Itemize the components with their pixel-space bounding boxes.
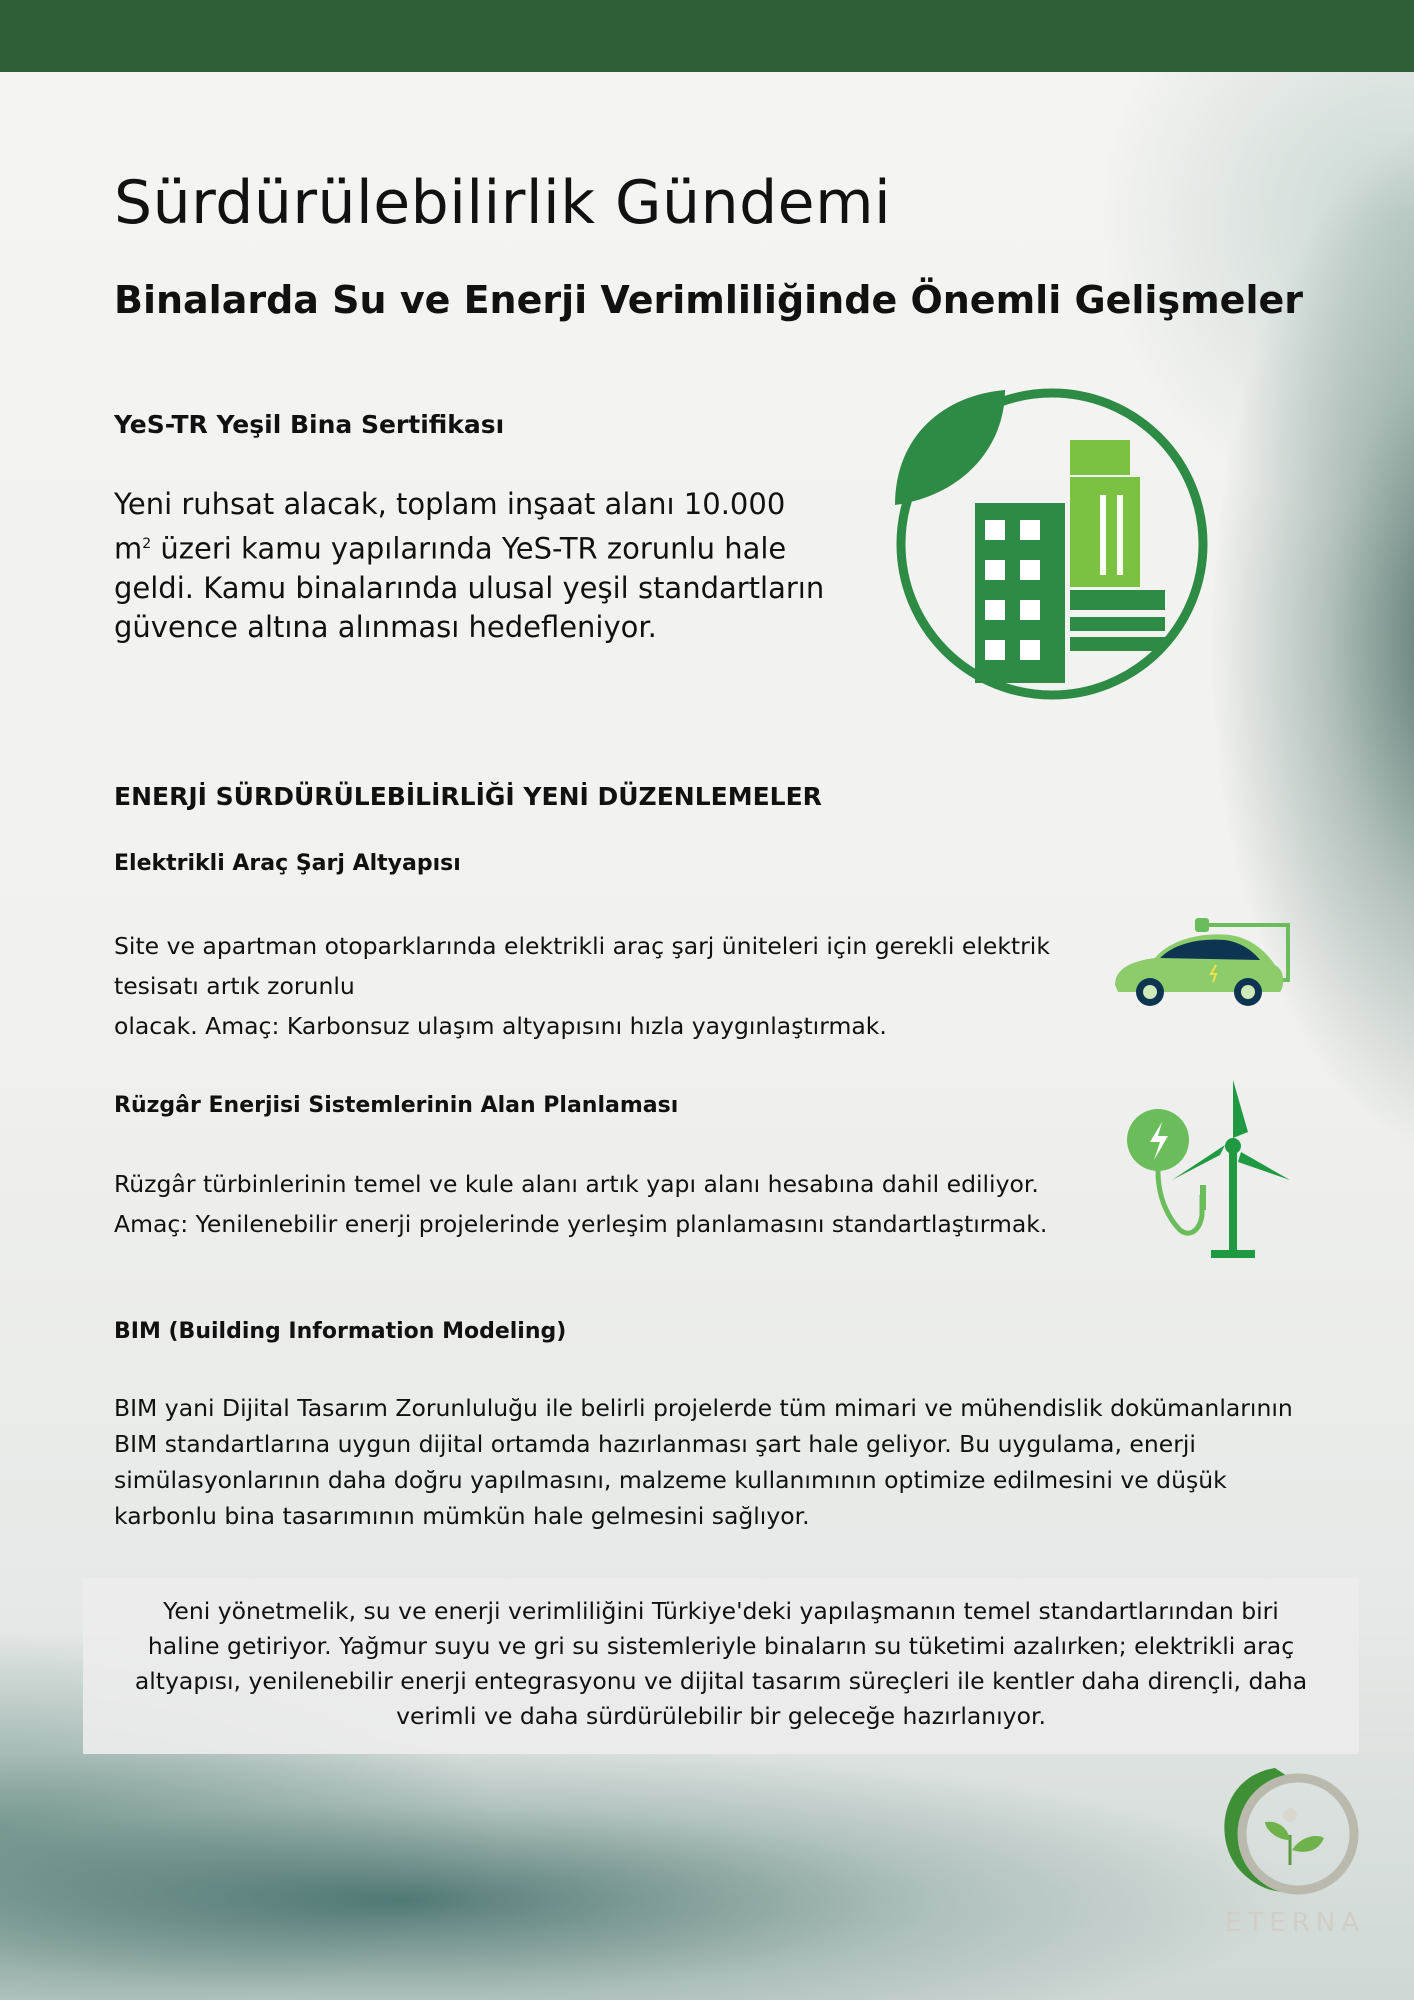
wind-text: [114, 1164, 1114, 1244]
bim-line: karbonlu bina tasarımının mümkün hale gelmesini sağlıyor.: [114, 1502, 810, 1530]
yes-tr-text-a: Yeni ruhsat alacak, toplam inşaat alanı 10.000: [114, 487, 786, 521]
bim-line: BIM standartlarına uygun dijital ortamda hazırlanması şart hale geliyor. Bu uygulama, enerji: [114, 1430, 1196, 1458]
top-bar: [0, 0, 1414, 72]
ev-line: Site ve apartman otoparklarında elektrikli araç şarj üniteleri için gerekli elektrik: [114, 932, 1050, 960]
yes-tr-text-b: üzeri kamu yapılarında YeS-TR zorunlu hale geldi. Kamu binalarında ulusal yeşil standartların güvence altına alınması hedefleniyor.: [114, 531, 825, 645]
ev-line: tesisatı artık zorunlu: [114, 972, 355, 1000]
bim-text: [114, 1390, 1344, 1534]
unit-sup: 2: [142, 535, 152, 552]
summary-line: Yeni yönetmelik, su ve enerji verimliliğini Türkiye'deki yapılaşmanın temel standartlarından biri: [163, 1597, 1279, 1625]
wind-turbine-icon: [1120, 1080, 1300, 1260]
unit-m: m: [114, 531, 143, 566]
green-building-icon: [885, 385, 1215, 705]
eterna-logo-text: ETERNA: [1224, 1908, 1366, 1938]
bim-line: simülasyonlarının daha doğru yapılmasını, malzeme kullanımının optimize edilmesini ve düşük: [114, 1466, 1227, 1494]
yes-tr-heading: YeS-TR Yeşil Bina Sertifikası: [114, 410, 505, 439]
eterna-logo: [1210, 1760, 1380, 1940]
wind-line: Rüzgâr türbinlerinin temel ve kule alanı artık yapı alanı hesabına dahil ediliyor.: [114, 1170, 1039, 1198]
ev-line: olacak. Amaç: Karbonsuz ulaşım altyapısını hızla yaygınlaştırmak.: [114, 1012, 887, 1040]
bim-heading: BIM (Building Information Modeling): [114, 1319, 567, 1344]
summary-box: [83, 1578, 1359, 1754]
ev-heading: Elektrikli Araç Şarj Altyapısı: [114, 851, 461, 876]
summary-line: verimli ve daha sürdürülebilir bir geleceğe hazırlanıyor.: [396, 1702, 1046, 1730]
summary-line: haline getiriyor. Yağmur suyu ve gri su sistemleriyle binaların su tüketimi azalırken; elektrikli araç: [147, 1632, 1295, 1660]
energy-section-heading: ENERJİ SÜRDÜRÜLEBİLİRLİĞİ YENİ DÜZENLEMELER: [114, 782, 822, 811]
electric-car-icon: [1110, 910, 1300, 1020]
eterna-logo-mark-icon: [1210, 1760, 1380, 1900]
bim-line: BIM yani Dijital Tasarım Zorunluluğu ile belirli projelerde tüm mimari ve mühendislik dokümanlarının: [114, 1394, 1293, 1422]
page-subtitle: Binalarda Su ve Enerji Verimliliğinde Önemli Gelişmeler: [114, 278, 1303, 322]
yes-tr-text: [114, 485, 834, 648]
wind-heading: Rüzgâr Enerjisi Sistemlerinin Alan Planlaması: [114, 1093, 679, 1118]
summary-line: altyapısı, yenilenebilir enerji entegrasyonu ve dijital tasarım süreçleri ile kentler daha dirençli, daha: [134, 1667, 1308, 1695]
ev-text: [114, 926, 1114, 1046]
page-title: Sürdürülebilirlik Gündemi: [114, 168, 892, 238]
wind-line: Amaç: Yenilenebilir enerji projelerinde yerleşim planlamasını standartlaştırmak.: [114, 1210, 1048, 1238]
